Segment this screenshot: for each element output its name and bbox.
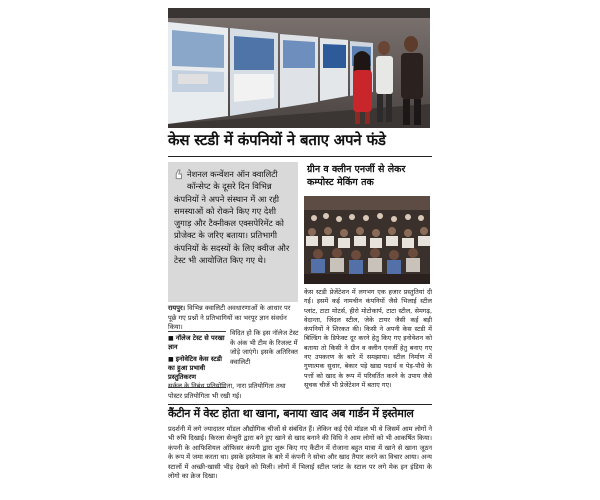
bottom-headline: कैंटीन में वेस्ट होता था खाना, बनाया खाद अब गार्डन में इस्तेमाल	[168, 407, 414, 420]
bottom-divider	[168, 404, 432, 405]
intro-box	[168, 162, 298, 302]
pull-item: ■ इनोवेटिव केस स्टडी का हुआ प्रभावी प्रस्तुतिकरण	[168, 355, 226, 382]
bottom-body: प्रदर्शनी में लगे ज्यादातर मॉडल औद्योगिक चीजों से संबंधित हैं। लेकिन कई ऐसे मॉडल भी थे जिसमें आम लोगों ने भी रुचि दिखाई। किरला सेन्चुरी द्वारा बने हुए खाने से खाद बनाने की विधि ने आम लोगों को भी आकर्षित किया। कंपनी के आफिशियल ऑफिसर कंपनी द्वारा शुरू किए गए कैंटीन में रोजाना बहुत मात्रा में खाने से खाना जूठन के रूप में जमा करता था। इसके इस्तेमाल के बारे में कंपनी ने सोचा और खाद तैयार करने का विचार आया। अन्य स्टालों में अच्छी-खासी भीड़ देखने को मिली। लोगों में भिलाई स्टील प्लांट के स्टाल पर लगे मेक इन इंडिया के लोगो का क्रेज दिखा।	[168, 425, 432, 481]
dateline-city: रायपुर।	[168, 304, 186, 312]
section-subheadline: ग्रीन व क्लीन एनर्जी से लेकर कम्पोस्ट मेकिंग तक	[307, 164, 406, 188]
left-column-side-text: विदित हो कि इस नॉलेज टेस्ट के अंक भी टीम के रिजल्ट में जोड़े जाएंगे। इसके अतिरिक्त क्वालिटी	[230, 329, 299, 366]
quote-mark-icon: ❛	[174, 166, 184, 196]
exhibition-photo-art	[168, 8, 430, 128]
exhibition-photo	[168, 8, 430, 128]
main-headline: केस स्टडी में कंपनियों ने बताए अपने फंडे	[168, 131, 386, 149]
headline-divider	[168, 156, 432, 157]
audience-photo-art	[304, 196, 430, 284]
audience-photo	[304, 196, 430, 284]
right-column-body: केस स्टडी प्रेजेंटेशन में लगभग एक हजार प्रस्तुतियां दी गईं। इसमें कई नामचीन कंपनियों जैसे भिलाई स्टील प्लांट, टाटा मोटर्स, हीरो मोटोकार्प, टाटा स्टील, सेमगढ़, वेदान्ता, जिंदल स्टील, जेके टायर जैसी कई बड़ी कंपनियों ने शिरकत की। किसी ने अपनी केस स्टडी में बिल्डिंग के डिफेक्ट दूर करने हेतु किए गए इनोवेशन को बताया तो किसी ने ग्रीन व क्लीन एनर्जी हेतु बनाए गए नए उपकरण के बारे में समझाया। स्टील निर्माण में गुणात्मक सुधार, बेकार पड़े खाद्य पदार्थ व पेड़-पौधे के पत्तों को खाद के रूप में परिवर्तित करने के उपाय जैसे सूचक चीजें भी प्रेजेंटेशन में बताए गए।	[304, 288, 432, 389]
pull-quote-box	[168, 331, 226, 388]
intro-text: नेशनल कन्वेंशन ऑन क्वालिटी कॉन्सेप्ट के दूसरे दिन विभिन्न कंपनियों ने अपने संस्थान में आ रही समस्याओं को रोकने किए गए देशी जुगाड़ और टैक्नीकल एक्सपेरिमेंट को प्रोजेक्ट के जरिए बताया। प्रतिभागी कंपनियों के सदस्यों के लिए क्वीज और टेस्ट भी आयोजित किए गए थे।	[174, 169, 290, 266]
pull-item: ■ नॉलेज टेस्ट से परखा ज्ञान	[168, 334, 226, 352]
left-column-bottom-text: सर्कल के निबंध प्रतियोगिता, नारा प्रतियोगिता तथा पोस्टर प्रतियोगिता भी रखी गई।	[168, 382, 286, 400]
dateline-text: विभिन्न क्वालिटी अवधारणाओं के आधार पर पूछे गए प्रश्नों ने प्रतिभागियों का भरपूर ज्ञान संवर्धन किया।	[168, 304, 291, 332]
